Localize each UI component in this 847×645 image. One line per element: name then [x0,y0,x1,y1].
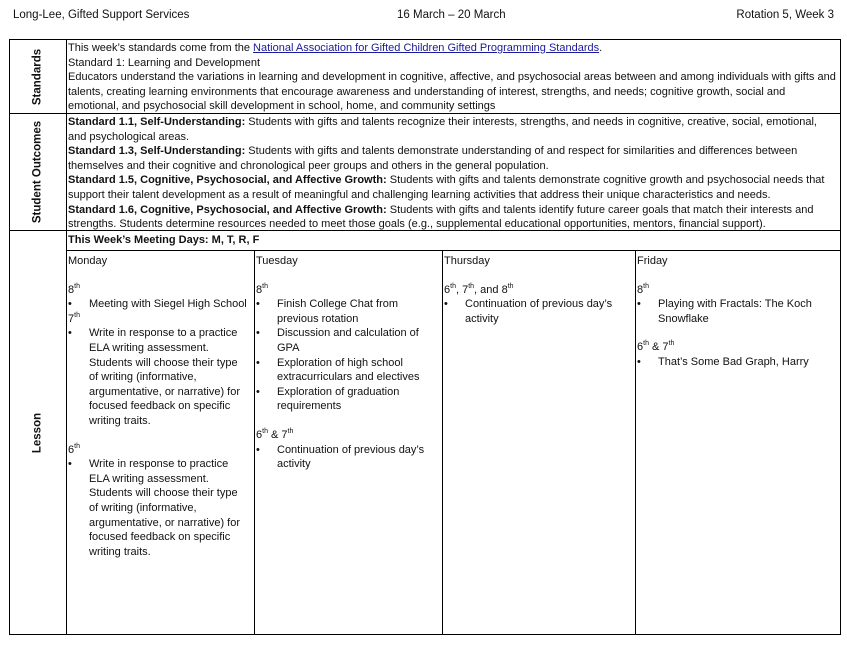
grade-label: 8th [256,282,268,296]
activity-item: • Write in response to a practice ELA writing assessment. Students will choose their type of writing (informative, argumentative, or narrative) for focused feedback on specific writing traits. [68,326,253,428]
header-teacher: Long-Lee, Gifted Support Services [13,9,190,21]
activity-list [637,297,839,326]
lesson-label-cell [10,231,67,634]
outcome-text: Students with gifts and talents demonstrate cognitive growth and psychosocial needs that support their talent development as a result of meaningful and challenging learning activities that address their unique characteristics and needs. [68,174,825,201]
activity-item: • Continuation of previous day’s activity [444,297,634,326]
standards-intro-text: This week’s standards come from the [68,42,254,54]
header-rotation: Rotation 5, Week 3 [736,9,834,21]
grade-label: 6th, 7th, and 8th [444,282,514,296]
outcomes-content [67,114,840,230]
grade-group [68,443,253,560]
grade-group [68,283,253,312]
day-name: Friday [637,255,668,267]
day-column-friday [636,251,840,634]
day-column-thursday [443,251,636,634]
activity-item: • Exploration of high school extracurriculars and electives [256,356,441,385]
grade-label: 8th [637,282,649,296]
standards-content [67,40,840,113]
outcome-text: Students with gifts and talents identify future career goals that match their interests and strengths. Students determine resources needed to meet those goals (e.g., supplemental educational opportunities, mentors, financial support). [68,203,814,231]
activity-item: • That’s Some Bad Graph, Harry [637,355,839,370]
day-name: Thursday [444,255,490,267]
standard-description: Educators understand the variations in learning and development in cognitive, affective, and psychosocial areas between and among individuals with gifts and talents, creating learning environments that encourage awareness and understanding of interest, strengths, and needs; cognitive growth, social and emotional, and psychosocial skill development in school, home, and community settings [68,71,836,113]
outcome-item [68,115,838,144]
activity-item: • Discussion and calculation of GPA [256,326,441,355]
outcome-item [68,144,838,173]
standards-label-cell [10,40,67,113]
lesson-label: Lesson [31,412,44,453]
activity-list [68,457,253,559]
grade-group [68,312,253,429]
lesson-plan-table [9,39,841,635]
grade-group [637,340,839,369]
grade-group [256,283,441,414]
outcomes-label-cell [10,114,67,230]
activity-list [256,297,441,414]
days-grid [67,251,840,634]
grade-label: 6th & 7th [256,427,294,441]
activity-item: • Finish College Chat from previous rotation [256,297,441,326]
grade-label: 6th [68,442,80,456]
grade-group [637,283,839,327]
nagc-standards-link[interactable]: National Association for Gifted Children Gifted Programming Standards [253,42,600,54]
meeting-days: This Week’s Meeting Days: M, T, R, F [67,231,840,251]
grade-label: 8th [68,282,80,296]
activity-item: • Exploration of graduation requirements [256,385,441,414]
day-name: Tuesday [256,255,298,267]
standards-intro [68,41,838,56]
outcome-title: Standard 1.1, Self-Understanding: [68,116,246,128]
outcomes-label: Student Outcomes [31,120,44,224]
outcome-title: Standard 1.3, Self-Understanding: [68,145,246,158]
standards-row [10,40,840,114]
day-name: Monday [68,255,108,267]
activity-list [256,443,441,472]
standards-label: Standards [31,48,44,105]
activity-item: • Meeting with Siegel High School [68,297,253,312]
outcomes-row [10,114,840,231]
page-header [13,8,834,24]
activity-list [68,297,253,312]
standards-intro-suffix: . [599,42,603,54]
day-column-monday [67,251,255,634]
activity-list [68,326,253,428]
outcome-item [68,203,838,232]
standard-title: Standard 1: Learning and Development [68,56,261,69]
activity-item: • Write in response to practice ELA writing assessment. Students will choose their type of writing (informative, argumentative, or narrative) for focused feedback on specific writing traits. [68,457,253,559]
outcome-text: Students with gifts and talents recognize their interests, strengths, and needs in cognitive, creative, social, emotional, and psychological areas. [68,116,817,143]
activity-item: • Playing with Fractals: The Koch Snowflake [637,297,839,326]
day-column-tuesday [255,251,443,634]
header-date-range: 16 March – 20 March [397,9,506,21]
grade-group [444,283,634,327]
activity-list [444,297,634,326]
grade-label: 6th & 7th [637,340,675,354]
outcome-title: Standard 1.6, Cognitive, Psychosocial, and Affective Growth: [68,203,387,216]
grade-label: 7th [68,311,80,325]
outcome-item [68,173,838,202]
outcome-text: Students with gifts and talents demonstrate understanding of and respect for similarities and differences between themselves and their cognitive and chronological peer groups and others in the general population. [68,145,798,172]
activity-list [637,355,839,370]
activity-item: • Continuation of previous day’s activity [256,443,441,472]
grade-group [256,428,441,472]
outcome-title: Standard 1.5, Cognitive, Psychosocial, and Affective Growth: [68,174,387,187]
lesson-row [10,231,840,634]
